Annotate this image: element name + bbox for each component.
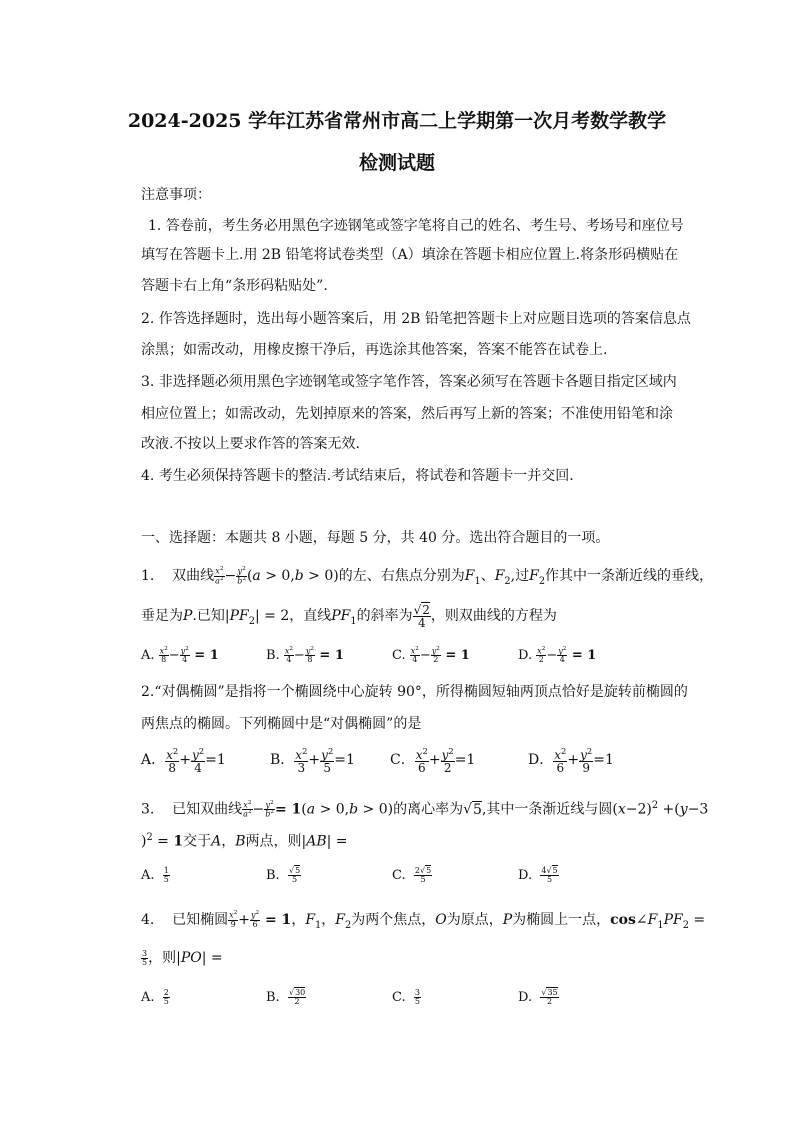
note-line-5: 涂黑；如需改动，用橡皮擦干净后，再选涂其他答案，答案不能答在试卷上. [141,342,608,358]
q2-option-b: B． $\frac{x^2}{3}$ + $\frac{y^2}{5}$ =1 [270,745,355,775]
note-line-9: 4. 考生必须保持答题卡的整洁.考试结束后，将试卷和答题卡一并交回. [141,468,574,484]
q1-option-d: D. $\frac{x^2}{2}$ − $\frac{y^2}{4}$ = 1 [518,645,597,665]
q2-line-1: 2.“对偶椭圆”是指将一个椭圆绕中心旋转 90°，所得椭圆短轴两顶点恰好是旋转前椭圆的 [141,684,688,700]
note-line-8: 改液.不按以上要求作答的答案无效. [141,436,360,452]
q1-option-b: B. $\frac{x^2}{4}$ − $\frac{y^2}{8}$ = 1 [266,645,344,665]
q3-option-d: D. $\frac{4√5}{5}$ [518,866,558,884]
note-line-1: 1. 答卷前，考生务必用黑色字迹钢笔或签字笔将自己的姓名、考生号、考场号和座位号 [148,218,684,234]
note-line-4: 2. 作答选择题时，选出每小题答案后，用 2B 铅笔把答题卡上对应题目选项的答案信息点 [141,311,691,327]
q1-option-a: A. $\frac{x^2}{8}$ − $\frac{y^2}{4}$ = 1 [141,645,219,665]
notes-heading: 注意事项： [141,187,211,203]
q2-option-c: C． $\frac{x^2}{6}$ + $\frac{y^2}{2}$ =1 [390,745,476,775]
q4-option-d: D. $\frac{√35}{2}$ [518,988,558,1006]
q2-option-d: D． $\frac{x^2}{6}$ + $\frac{y^2}{9}$ =1 [528,745,614,775]
q2-option-a: A． $\frac{x^2}{8}$ + $\frac{y^2}{4}$ =1 [141,745,226,775]
q3-line-1: 3. 已知双曲线 $\frac{x^2}{a^2}$ − $\frac{y^2}{b^2}$ = 1(a > 0,b > 0)的离心率为√5,其中一条渐近线与圆$(x-2)^2 +(y-3$ [141,799,709,819]
title-line-2: 检测试题 [358,152,435,174]
q3-line-2: )$^2$ = 1交于A，B两点，则|AB| = [141,832,348,850]
q3-option-b: B. $\frac{√5}{5}$ [266,866,301,884]
q1-option-c: C. $\frac{x^2}{4}$ − $\frac{y^2}{2}$ = 1 [392,645,470,665]
note-line-6: 3. 非选择题必须用黑色字迹钢笔或签字笔作答，答案必须写在答题卡各题目指定区域内 [141,374,677,390]
q1-line-1: 1. 双曲线 $\frac{x^2}{a^2}$ − $\frac{y^2}{b^2}$ (a > 0,b > 0)的左、右焦点分别为$F_1$、$F_2$,过$F_2$作其中一条渐近线的垂线， [141,565,714,587]
q4-option-b: B. $\frac{√30}{2}$ [266,988,306,1006]
q4-option-c: C. $\frac{3}{5}$ [392,988,420,1006]
q3-option-a: A. $\frac{1}{5}$ [141,866,169,884]
q2-line-2: 两焦点的椭圆。下列椭圆中是“对偶椭圆”的是 [141,716,422,732]
q4-line-1: 4. 已知椭圆 $\frac{x^2}{9}$ + $\frac{y^2}{6}$ = 1，$F_1$，$F_2$为两个焦点，O为原点，P为椭圆上一点，$\cos\angle F_1PF_2$ = [141,910,706,931]
q4-option-a: A. $\frac{2}{5}$ [141,988,169,1006]
note-line-7: 相应位置上；如需改动，先划掉原来的答案，然后再写上新的答案；不准使用铅笔和涂 [141,406,673,422]
q4-line-2: $\frac{3}{5}$ ，则|PO| = [142,948,223,967]
q3-option-c: C. $\frac{2√5}{5}$ [392,866,432,884]
note-line-3: 答题卡右上角“条形码粘贴处”. [141,278,328,294]
note-line-2: 填写在答题卡上.用 2B 铅笔将试卷类型（A）填涂在答题卡相应位置上.将条形码横贴在 [141,247,679,263]
title-line-1: 2024-2025 学年江苏省常州市高二上学期第一次月考数学教学 [127,110,667,132]
q1-line-2: 垂足为P.已知$|PF_2| = 2$，直线$PF_1$的斜率为 $\frac{√2}{4}$ ，则双曲线的方程为 [141,602,557,630]
section-heading: 一、选择题：本题共 8 小题，每题 5 分，共 40 分。选出符合题目的一项。 [141,530,610,546]
